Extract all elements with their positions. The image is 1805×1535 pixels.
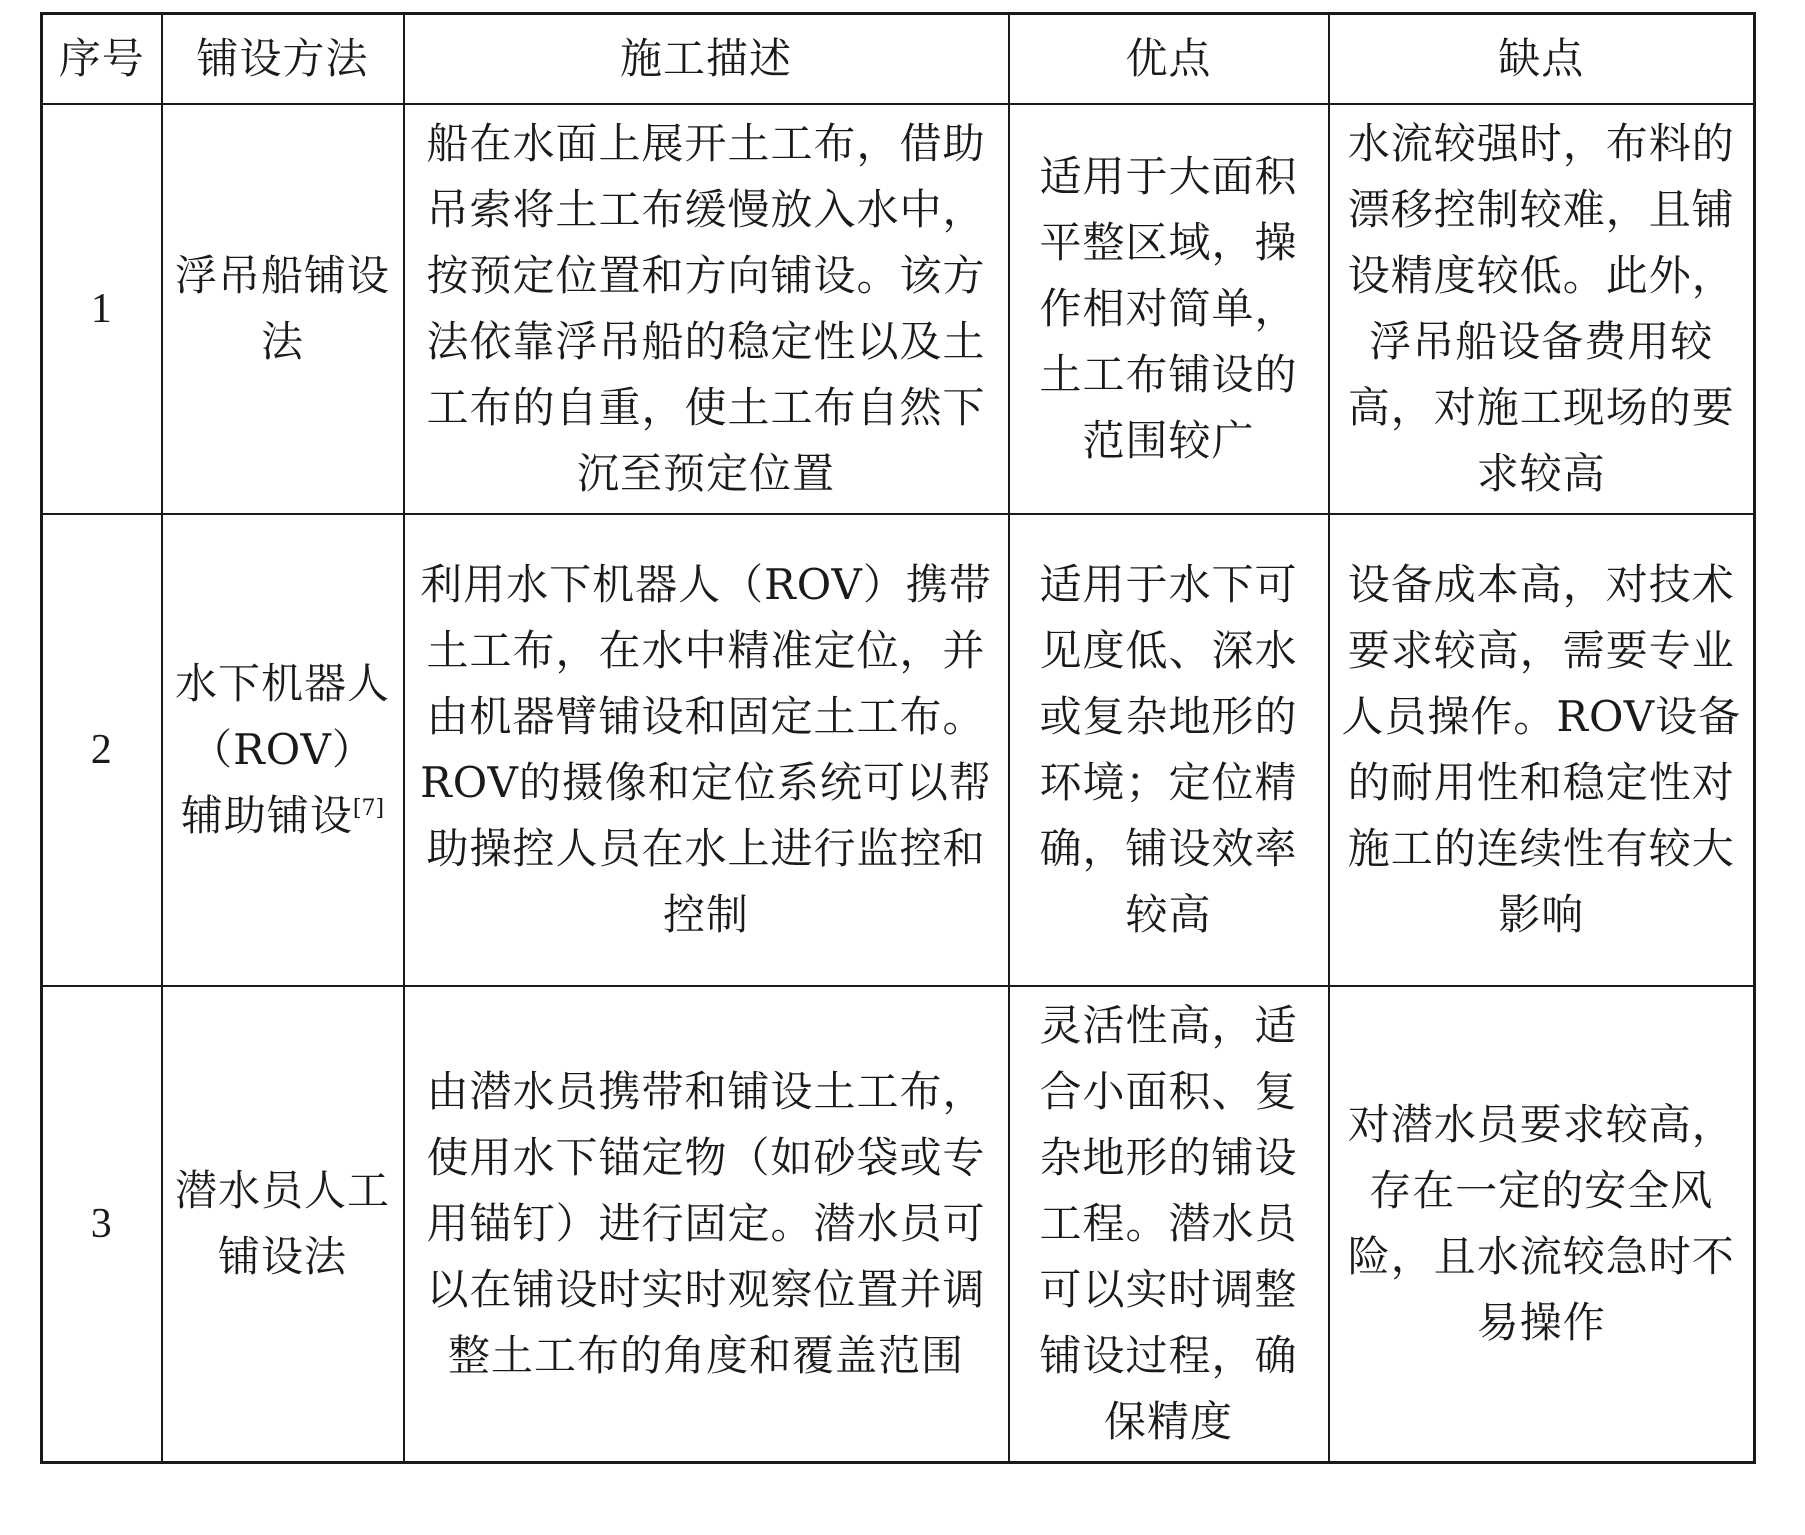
construction-methods-table (40, 12, 1756, 1464)
row-advantages: 适用于水下可见度低、深水或复杂地形的环境；定位精确，铺设效率较高 (1009, 514, 1329, 986)
row-description: 利用水下机器人（ROV）携带土工布，在水中精准定位，并由机器臂铺设和固定土工布。ROV的摄像和定位系统可以帮助操控人员在水上进行监控和控制 (404, 514, 1009, 986)
row-index: 2 (42, 514, 162, 986)
method-text: 潜水员人工铺设法 (174, 1166, 390, 1281)
header-row (42, 14, 1755, 105)
header-index: 序号 (42, 14, 162, 105)
method-text: 水下机器人（ROV）辅助铺设 (174, 659, 390, 840)
row-index: 3 (42, 986, 162, 1463)
table-row (42, 514, 1755, 986)
row-method (162, 986, 404, 1463)
method-text: 浮吊船铺设法 (174, 251, 390, 366)
header-advantages: 优点 (1009, 14, 1329, 105)
header-method: 铺设方法 (162, 14, 404, 105)
row-index: 1 (42, 104, 162, 514)
row-disadvantages: 对潜水员要求较高，存在一定的安全风险，且水流较急时不易操作 (1329, 986, 1755, 1463)
row-method (162, 104, 404, 514)
row-description: 由潜水员携带和铺设土工布，使用水下锚定物（如砂袋或专用锚钉）进行固定。潜水员可以在铺设时实时观察位置并调整土工布的角度和覆盖范围 (404, 986, 1009, 1463)
header-disadvantages: 缺点 (1329, 14, 1755, 105)
row-method (162, 514, 404, 986)
row-disadvantages: 水流较强时，布料的漂移控制较难，且铺设精度较低。此外，浮吊船设备费用较高，对施工现场的要求较高 (1329, 104, 1755, 514)
row-advantages: 适用于大面积平整区域，操作相对简单，土工布铺设的范围较广 (1009, 104, 1329, 514)
row-disadvantages: 设备成本高，对技术要求较高，需要专业人员操作。ROV设备的耐用性和稳定性对施工的连续性有较大影响 (1329, 514, 1755, 986)
table-row (42, 104, 1755, 514)
header-description: 施工描述 (404, 14, 1009, 105)
row-description: 船在水面上展开土工布，借助吊索将土工布缓慢放入水中，按预定位置和方向铺设。该方法依靠浮吊船的稳定性以及土工布的自重，使土工布自然下沉至预定位置 (404, 104, 1009, 514)
row-advantages: 灵活性高，适合小面积、复杂地形的铺设工程。潜水员可以实时调整铺设过程，确保精度 (1009, 986, 1329, 1463)
citation-ref: [7] (352, 796, 385, 821)
table-row (42, 986, 1755, 1463)
